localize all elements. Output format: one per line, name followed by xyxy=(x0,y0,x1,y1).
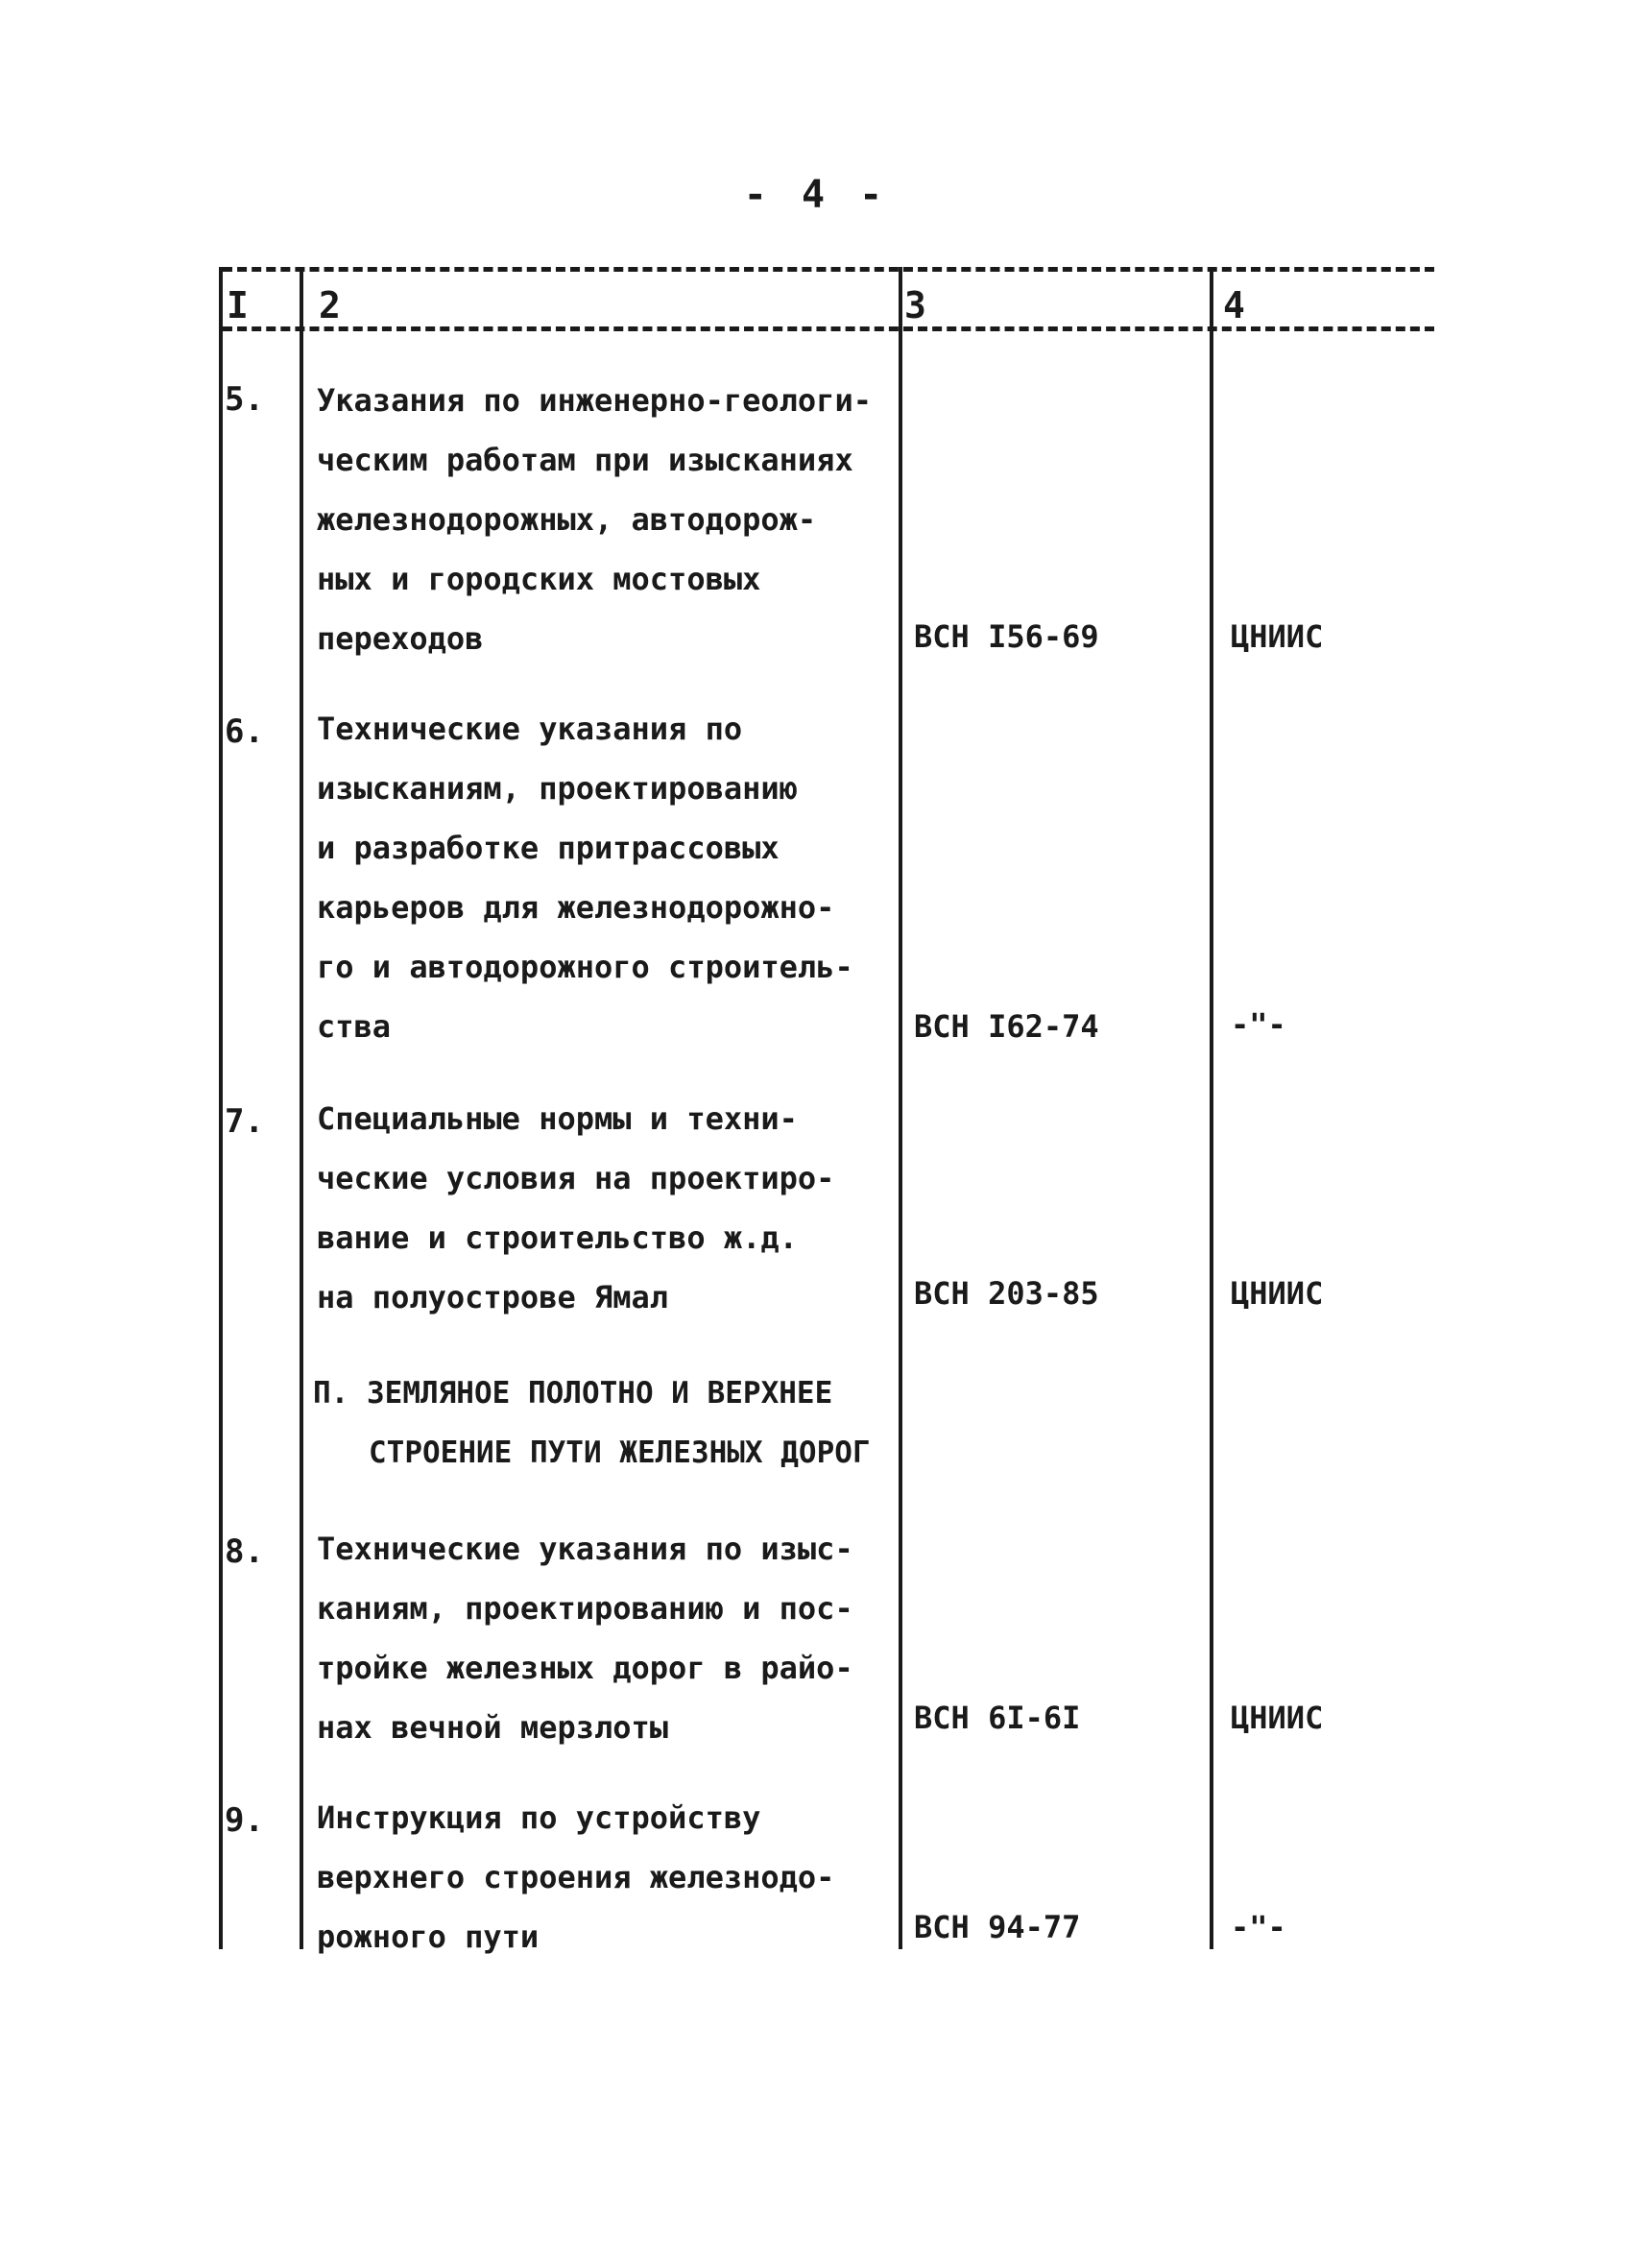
column-header-4: 4 xyxy=(1223,284,1245,326)
table-top-rule xyxy=(223,267,1434,272)
column-header-2: 2 xyxy=(319,284,341,326)
table-left-border xyxy=(219,267,223,1949)
row-org: ЦНИИС xyxy=(1231,618,1324,655)
column-divider-1 xyxy=(300,267,303,1949)
row-number: 5. xyxy=(225,380,264,419)
row-org: ЦНИИС xyxy=(1231,1275,1324,1312)
column-divider-3 xyxy=(1210,267,1213,1949)
row-org: -"- xyxy=(1231,1006,1286,1043)
row-number: 7. xyxy=(225,1102,264,1141)
row-title: Технические указания по изысканиям, проектированию и разработке притрассовых карьеров для железнодорожно- го и автодорожного строитель- ства xyxy=(317,711,853,1045)
row-title: Специальные нормы и техни- ческие условия на проектиро- вание и строительство ж.д. на полуострове Ямал xyxy=(317,1100,835,1315)
row-code: ВСН I56-69 xyxy=(914,618,1099,655)
row-number: 8. xyxy=(225,1532,264,1571)
row-title: Технические указания по изыс- каниям, проектированию и пос- тройке железных дорог в райо- нах вечной мерзлоты xyxy=(317,1531,853,1746)
row-org: -"- xyxy=(1231,1909,1286,1945)
section-heading-line-1: П. ЗЕМЛЯНОЕ ПОЛОТНО И ВЕРХНЕЕ xyxy=(313,1376,833,1411)
row-title: Указания по инженерно-геологи- ческим работам при изысканиях железнодорожных, автодорож- ных и городских мостовых переходов xyxy=(317,382,872,657)
section-heading-line-2: СТРОЕНИЕ ПУТИ ЖЕЛЕЗНЫХ ДОРОГ xyxy=(369,1436,871,1470)
row-code: ВСН 94-77 xyxy=(914,1909,1081,1945)
column-header-3: 3 xyxy=(904,284,926,326)
row-code: ВСН I62-74 xyxy=(914,1008,1099,1045)
row-number: 6. xyxy=(225,712,264,751)
table-header-rule xyxy=(223,326,1434,331)
row-code: ВСН 203-85 xyxy=(914,1275,1099,1312)
section-heading xyxy=(313,1363,908,1483)
row-title: Инструкция по устройству верхнего строения железнодо- рожного пути xyxy=(317,1799,835,1955)
row-code: ВСН 6I-6I xyxy=(914,1700,1081,1736)
row-org: ЦНИИС xyxy=(1231,1700,1324,1736)
page-number: - 4 - xyxy=(743,173,889,217)
row-number: 9. xyxy=(225,1801,264,1840)
column-header-1: I xyxy=(227,284,249,326)
